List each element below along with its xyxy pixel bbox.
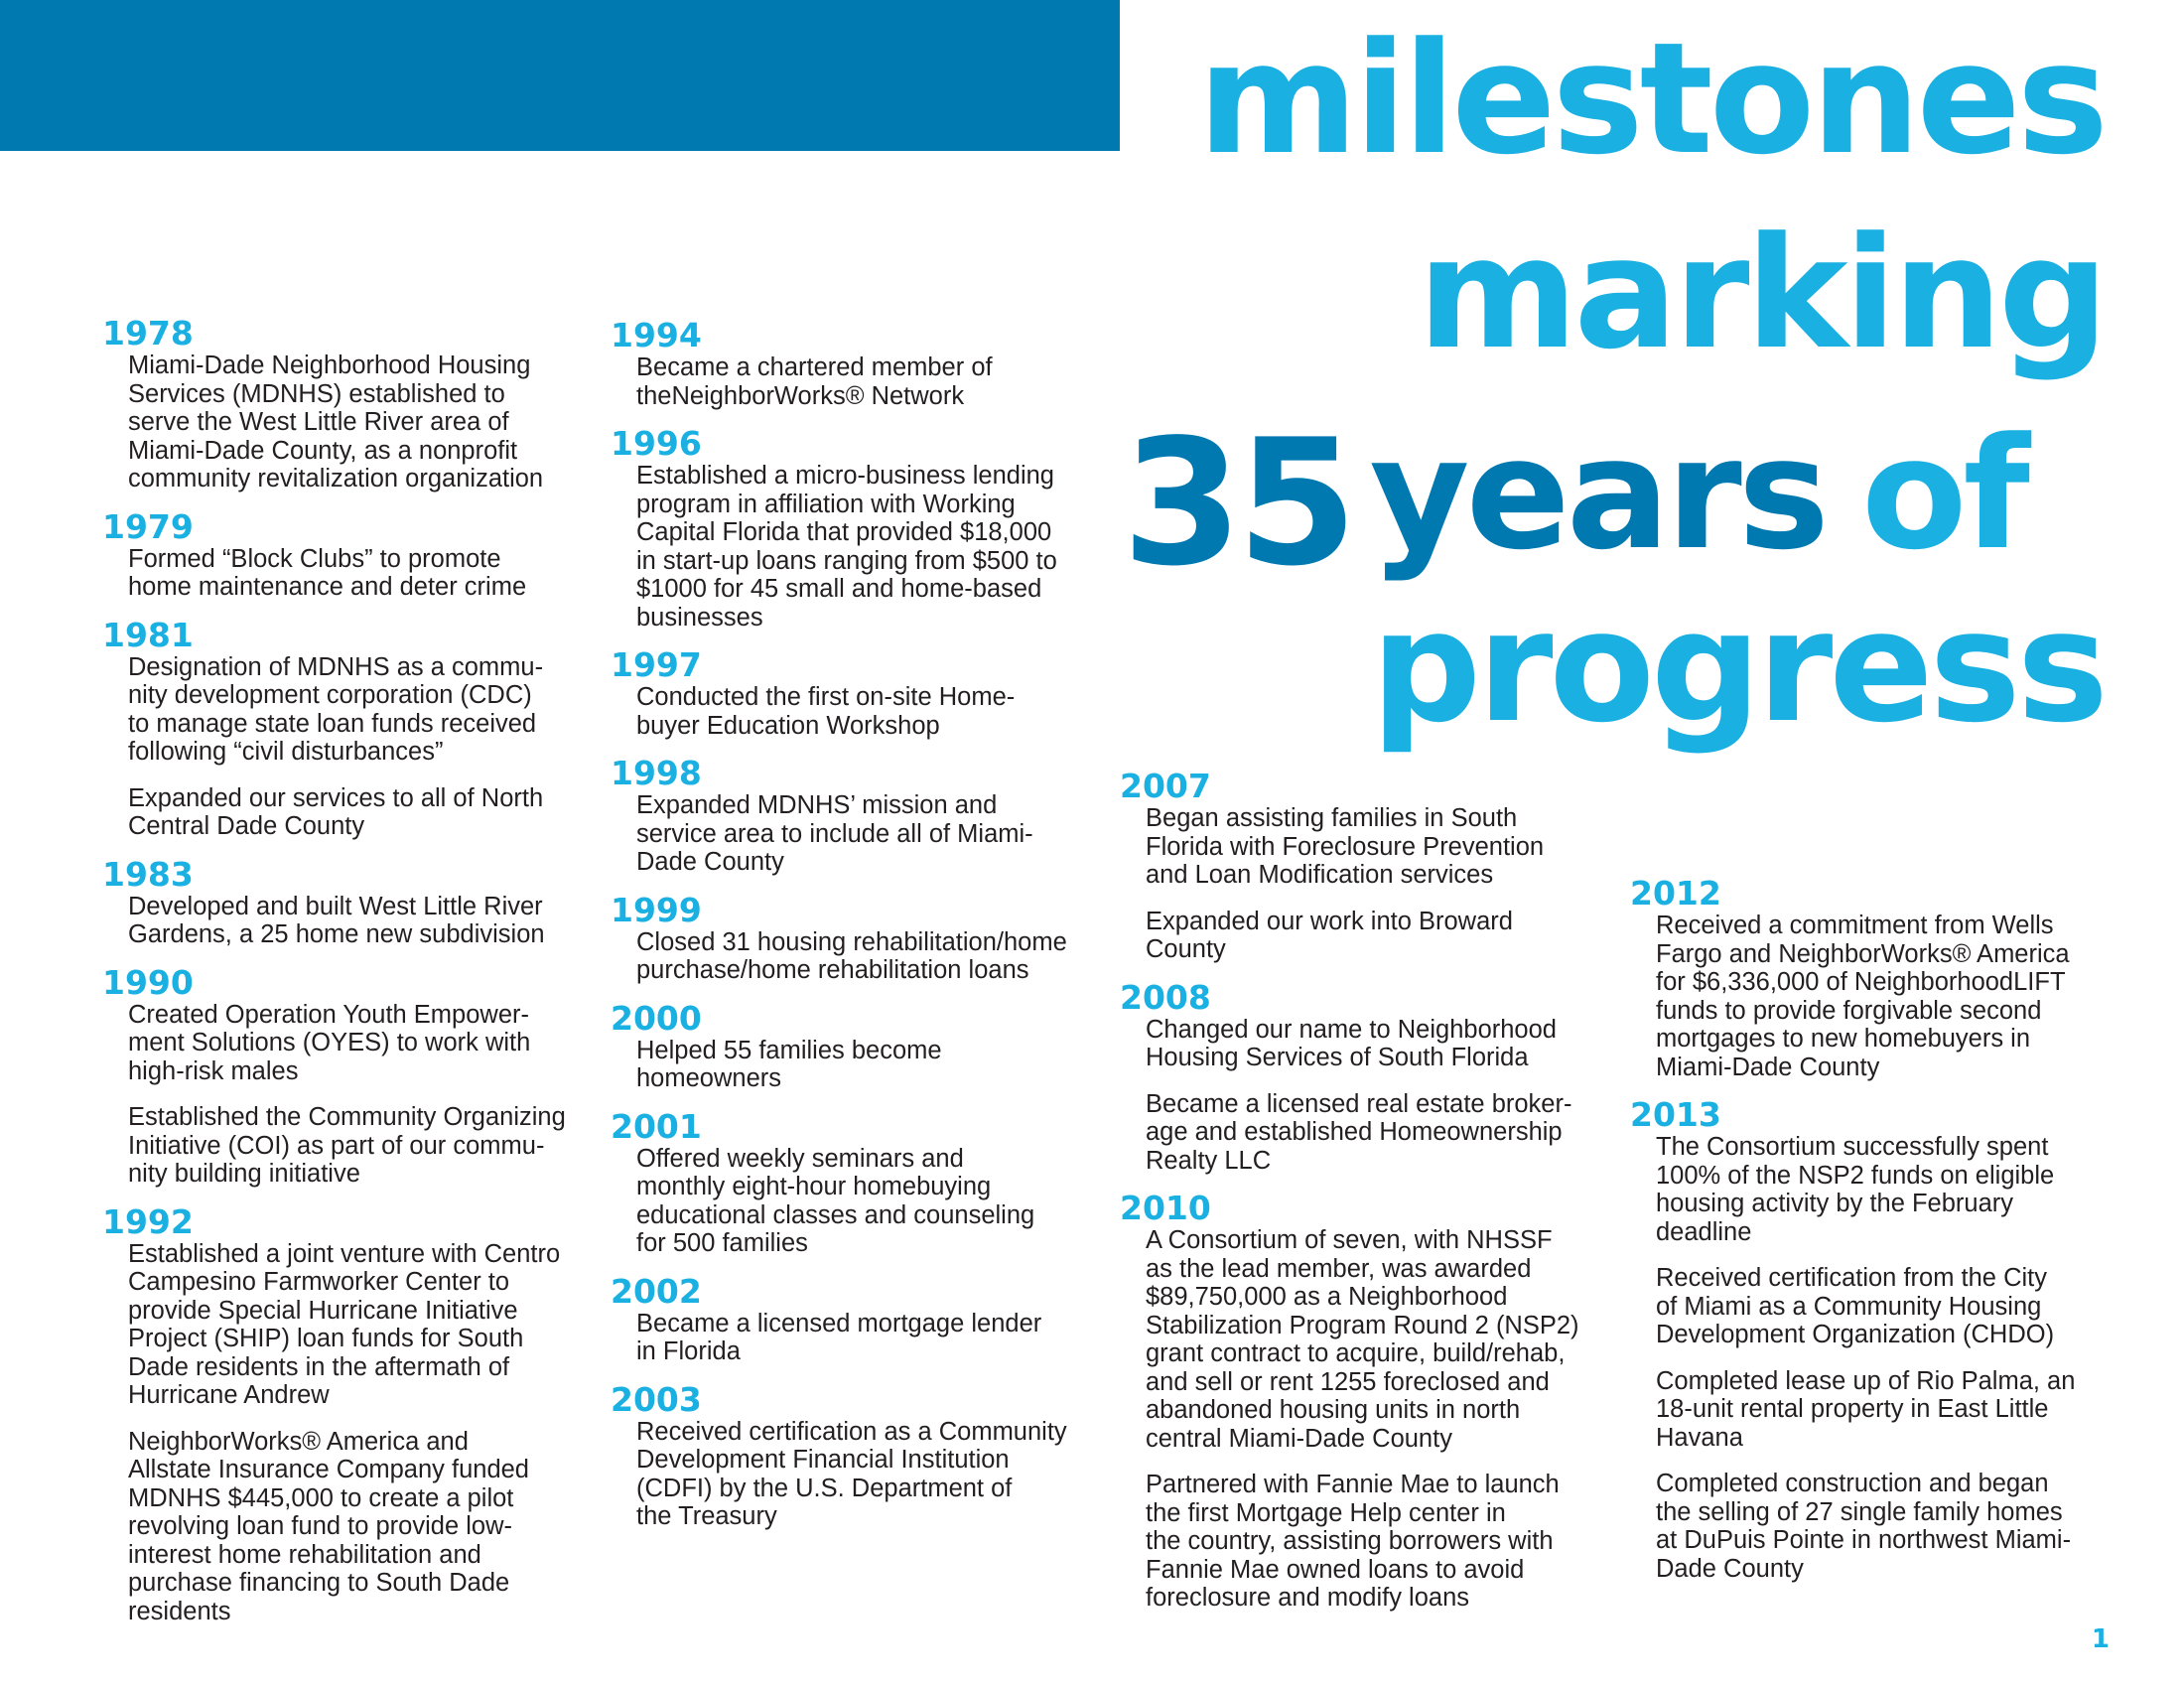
milestone-description: Established a joint venture with Centro Campesino Farmworker Center to provide Special Hurricane Initiative Project (SHIP) loan funds for South Dade residents in the aftermath of Hurricane Andrew [128, 1239, 561, 1409]
milestone-entry [1630, 1097, 2107, 1583]
milestone-year: 2007 [1120, 767, 1211, 805]
milestone-entry [611, 1106, 1087, 1258]
timeline-column-3 [1120, 769, 1596, 1628]
headline-progress: progress [1371, 577, 2105, 757]
milestone-year: 1999 [611, 890, 702, 929]
milestone-description: NeighborWorks® America and Allstate Insurance Company funded MDNHS $445,000 to create a pilot revolving loan fund to provide low- interest home rehabilitation and purchase financing to South Dade residents [128, 1427, 529, 1625]
milestone-description: Miami-Dade Neighborhood Housing Services (MDNHS) established to serve the West Little River area of Miami-Dade County, as a nonprofit community revitalization organization [128, 352, 544, 492]
milestone-description: Created Operation Youth Empower- ment Solutions (OYES) to work with high-risk males [128, 1000, 531, 1085]
milestone-entry [611, 998, 1087, 1093]
milestone-year: 1979 [102, 506, 194, 546]
milestone-year: 1990 [102, 962, 194, 1002]
milestone-description: Expanded our services to all of North Central Dade County [128, 783, 544, 840]
milestone-year: 1981 [102, 615, 194, 654]
milestone-year: 1997 [611, 645, 702, 684]
milestone-description: Established a micro-business lending program in affiliation with Working Capital Florida that provided $18,000 in start-up loans ranging from $500 to $1000 for 45 small and home-based businesses [636, 462, 1057, 632]
milestone-description: Received certification from the City of Miami as a Community Housing Development Organization (CHDO) [1656, 1264, 2055, 1348]
milestone-entry [1630, 876, 2107, 1081]
milestone-entry [102, 506, 579, 602]
milestone-entry [1120, 1191, 1596, 1613]
milestone-entry [102, 1201, 579, 1626]
milestone-year: 1994 [611, 316, 702, 354]
milestone-entry [611, 647, 1087, 740]
milestone-year: 1983 [102, 854, 194, 894]
milestone-entry [611, 1271, 1087, 1366]
milestone-description: Received a commitment from Wells Fargo and NeighborWorks® America for $6,336,000 of NeighborhoodLIFT funds to provide forgivable second mortgages to new homebuyers in Miami-Dade County [1656, 912, 2070, 1081]
milestone-year: 2013 [1630, 1095, 1721, 1134]
milestone-description: A Consortium of seven, with NHSSF as the lead member, was awarded $89,750,000 as a Neighborhood Stabilization Program Round 2 (NSP2) grant contract to acquire, build/rehab, and sell or rent 1255 foreclosed and abandoned housing units in north central Miami-Dade County [1146, 1226, 1579, 1453]
milestone-year: 2010 [1120, 1189, 1211, 1227]
milestone-description: Closed 31 housing rehabilitation/home purchase/home rehabilitation loans [636, 927, 1067, 984]
milestone-description: Became a licensed real estate broker- age and established Homeownership Realty LLC [1146, 1089, 1572, 1175]
page-number: 1 [2091, 1624, 2110, 1654]
milestone-entry [102, 316, 579, 493]
milestone-entry [1120, 769, 1596, 964]
milestone-entry [102, 854, 579, 949]
milestone-description: Completed lease up of Rio Palma, an 18-unit rental property in East Little Havana [1656, 1366, 2076, 1452]
milestone-year: 2003 [611, 1379, 702, 1419]
timeline-column-2 [611, 318, 1087, 1547]
milestone-description: Helped 55 families become homeowners [636, 1036, 942, 1092]
milestone-entry [611, 1379, 1087, 1531]
milestone-year: 2000 [611, 998, 702, 1038]
milestone-year: 1998 [611, 754, 702, 792]
milestone-description: Designation of MDNHS as a commu- nity development corporation (CDC) to manage state loan funds received following “civil disturbances” [128, 652, 544, 766]
milestone-year: 2001 [611, 1106, 702, 1146]
milestone-year: 2008 [1120, 977, 1211, 1017]
milestone-description: Established the Community Organizing Initiative (COI) as part of our commu- nity building initiative [128, 1103, 566, 1188]
milestone-year: 2002 [611, 1271, 702, 1311]
header-color-bar [0, 0, 1120, 151]
milestone-description: Changed our name to Neighborhood Housing Services of South Florida [1146, 1015, 1557, 1071]
headline-years: years [1369, 404, 1826, 584]
milestone-entry [102, 962, 579, 1189]
timeline-column-4 [1630, 876, 2107, 1599]
milestone-entry [611, 890, 1087, 985]
milestone-description: Expanded our work into Broward County [1146, 907, 1513, 963]
headline-35-years-of [1122, 401, 2026, 605]
milestone-entry [102, 615, 579, 841]
milestone-description: Partnered with Fannie Mae to launch the first Mortgage Help center in the country, assisting borrowers with Fannie Mae owned loans to avoid foreclosure and modify loans [1146, 1471, 1560, 1612]
milestone-year: 1992 [102, 1201, 194, 1241]
headline-of: of [1861, 404, 2026, 584]
milestone-description: Conducted the first on-site Home- buyer Education Workshop [636, 683, 1016, 740]
headline-marking: marking [1417, 204, 2105, 383]
milestone-description: Became a licensed mortgage lender in Florida [636, 1309, 1042, 1365]
milestone-description: Became a chartered member of theNeighborWorks® Network [636, 353, 993, 410]
milestone-year: 1978 [102, 314, 194, 352]
milestone-description: Completed construction and began the selling of 27 single family homes at DuPuis Pointe in northwest Miami- Dade County [1656, 1470, 2072, 1583]
milestone-description: The Consortium successfully spent 100% of the NSP2 funds on eligible housing activity by the February deadline [1656, 1133, 2055, 1246]
headline-milestones: milestones [1197, 9, 2105, 189]
headline-number-35: 35 [1122, 403, 1352, 605]
milestone-year: 2012 [1630, 874, 1721, 913]
milestone-description: Formed “Block Clubs” to promote home maintenance and deter crime [128, 544, 527, 601]
milestone-description: Expanded MDNHS’ mission and service area to include all of Miami- Dade County [636, 791, 1033, 876]
timeline-column-1 [102, 316, 579, 1641]
milestone-description: Began assisting families in South Florida with Foreclosure Prevention and Loan Modification services [1146, 804, 1545, 889]
milestone-year: 1996 [611, 424, 702, 463]
milestone-entry [611, 426, 1087, 632]
milestone-entry [611, 318, 1087, 410]
milestone-entry [1120, 977, 1596, 1176]
milestone-description: Received certification as a Community Development Financial Institution (CDFI) by the U.S. Department of the Treasury [636, 1417, 1067, 1530]
milestone-entry [611, 756, 1087, 877]
milestone-description: Developed and built West Little River Gardens, a 25 home new subdivision [128, 892, 545, 948]
milestone-description: Offered weekly seminars and monthly eight-hour homebuying educational classes and counseling for 500 families [636, 1144, 1035, 1257]
